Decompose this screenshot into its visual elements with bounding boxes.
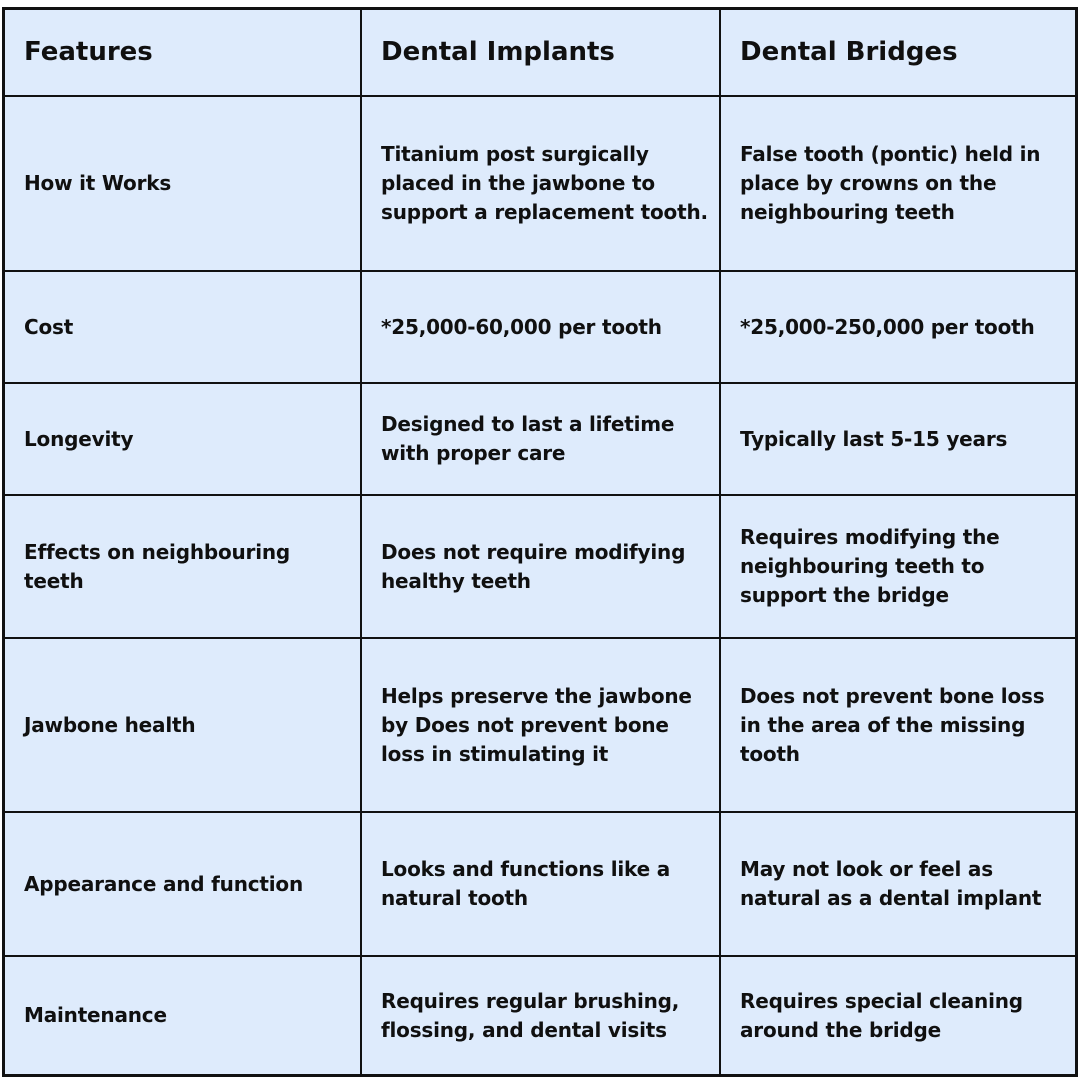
feature-how-it-works: How it Works — [5, 97, 362, 272]
implants-how-it-works: Titanium post surgically placed in the jawbone to support a replacement tooth. — [362, 97, 721, 272]
feature-maintenance: Maintenance — [5, 957, 362, 1074]
bridges-appearance-and-function: May not look or feel as natural as a dental implant — [721, 813, 1075, 957]
feature-effects-on-neighbouring-teeth: Effects on neighbouring teeth — [5, 496, 362, 639]
feature-jawbone-health: Jawbone health — [5, 639, 362, 813]
feature-cost: Cost — [5, 272, 362, 384]
implants-effects-on-neighbouring-teeth: Does not require modifying healthy teeth — [362, 496, 721, 639]
bridges-cost: *25,000-250,000 per tooth — [721, 272, 1075, 384]
implants-maintenance: Requires regular brushing, flossing, and dental visits — [362, 957, 721, 1074]
implants-jawbone-health: Helps preserve the jawbone by Does not prevent bone loss in stimulating it — [362, 639, 721, 813]
bridges-jawbone-health: Does not prevent bone loss in the area of the missing tooth — [721, 639, 1075, 813]
feature-appearance-and-function: Appearance and function — [5, 813, 362, 957]
header-features: Features — [5, 10, 362, 97]
comparison-table — [2, 7, 1078, 1077]
implants-cost: *25,000-60,000 per tooth — [362, 272, 721, 384]
bridges-longevity: Typically last 5-15 years — [721, 384, 1075, 496]
bridges-how-it-works: False tooth (pontic) held in place by crowns on the neighbouring teeth — [721, 97, 1075, 272]
implants-appearance-and-function: Looks and functions like a natural tooth — [362, 813, 721, 957]
bridges-maintenance: Requires special cleaning around the bridge — [740, 988, 1023, 1042]
header-dental-implants: Dental Implants — [362, 10, 721, 97]
bridges-effects-on-neighbouring-teeth: Requires modifying the neighbouring teeth to support the bridge — [721, 496, 1075, 639]
implants-longevity: Designed to last a lifetime with proper care — [362, 384, 721, 496]
header-dental-bridges: Dental Bridges — [721, 10, 1075, 97]
feature-longevity: Longevity — [5, 384, 362, 496]
